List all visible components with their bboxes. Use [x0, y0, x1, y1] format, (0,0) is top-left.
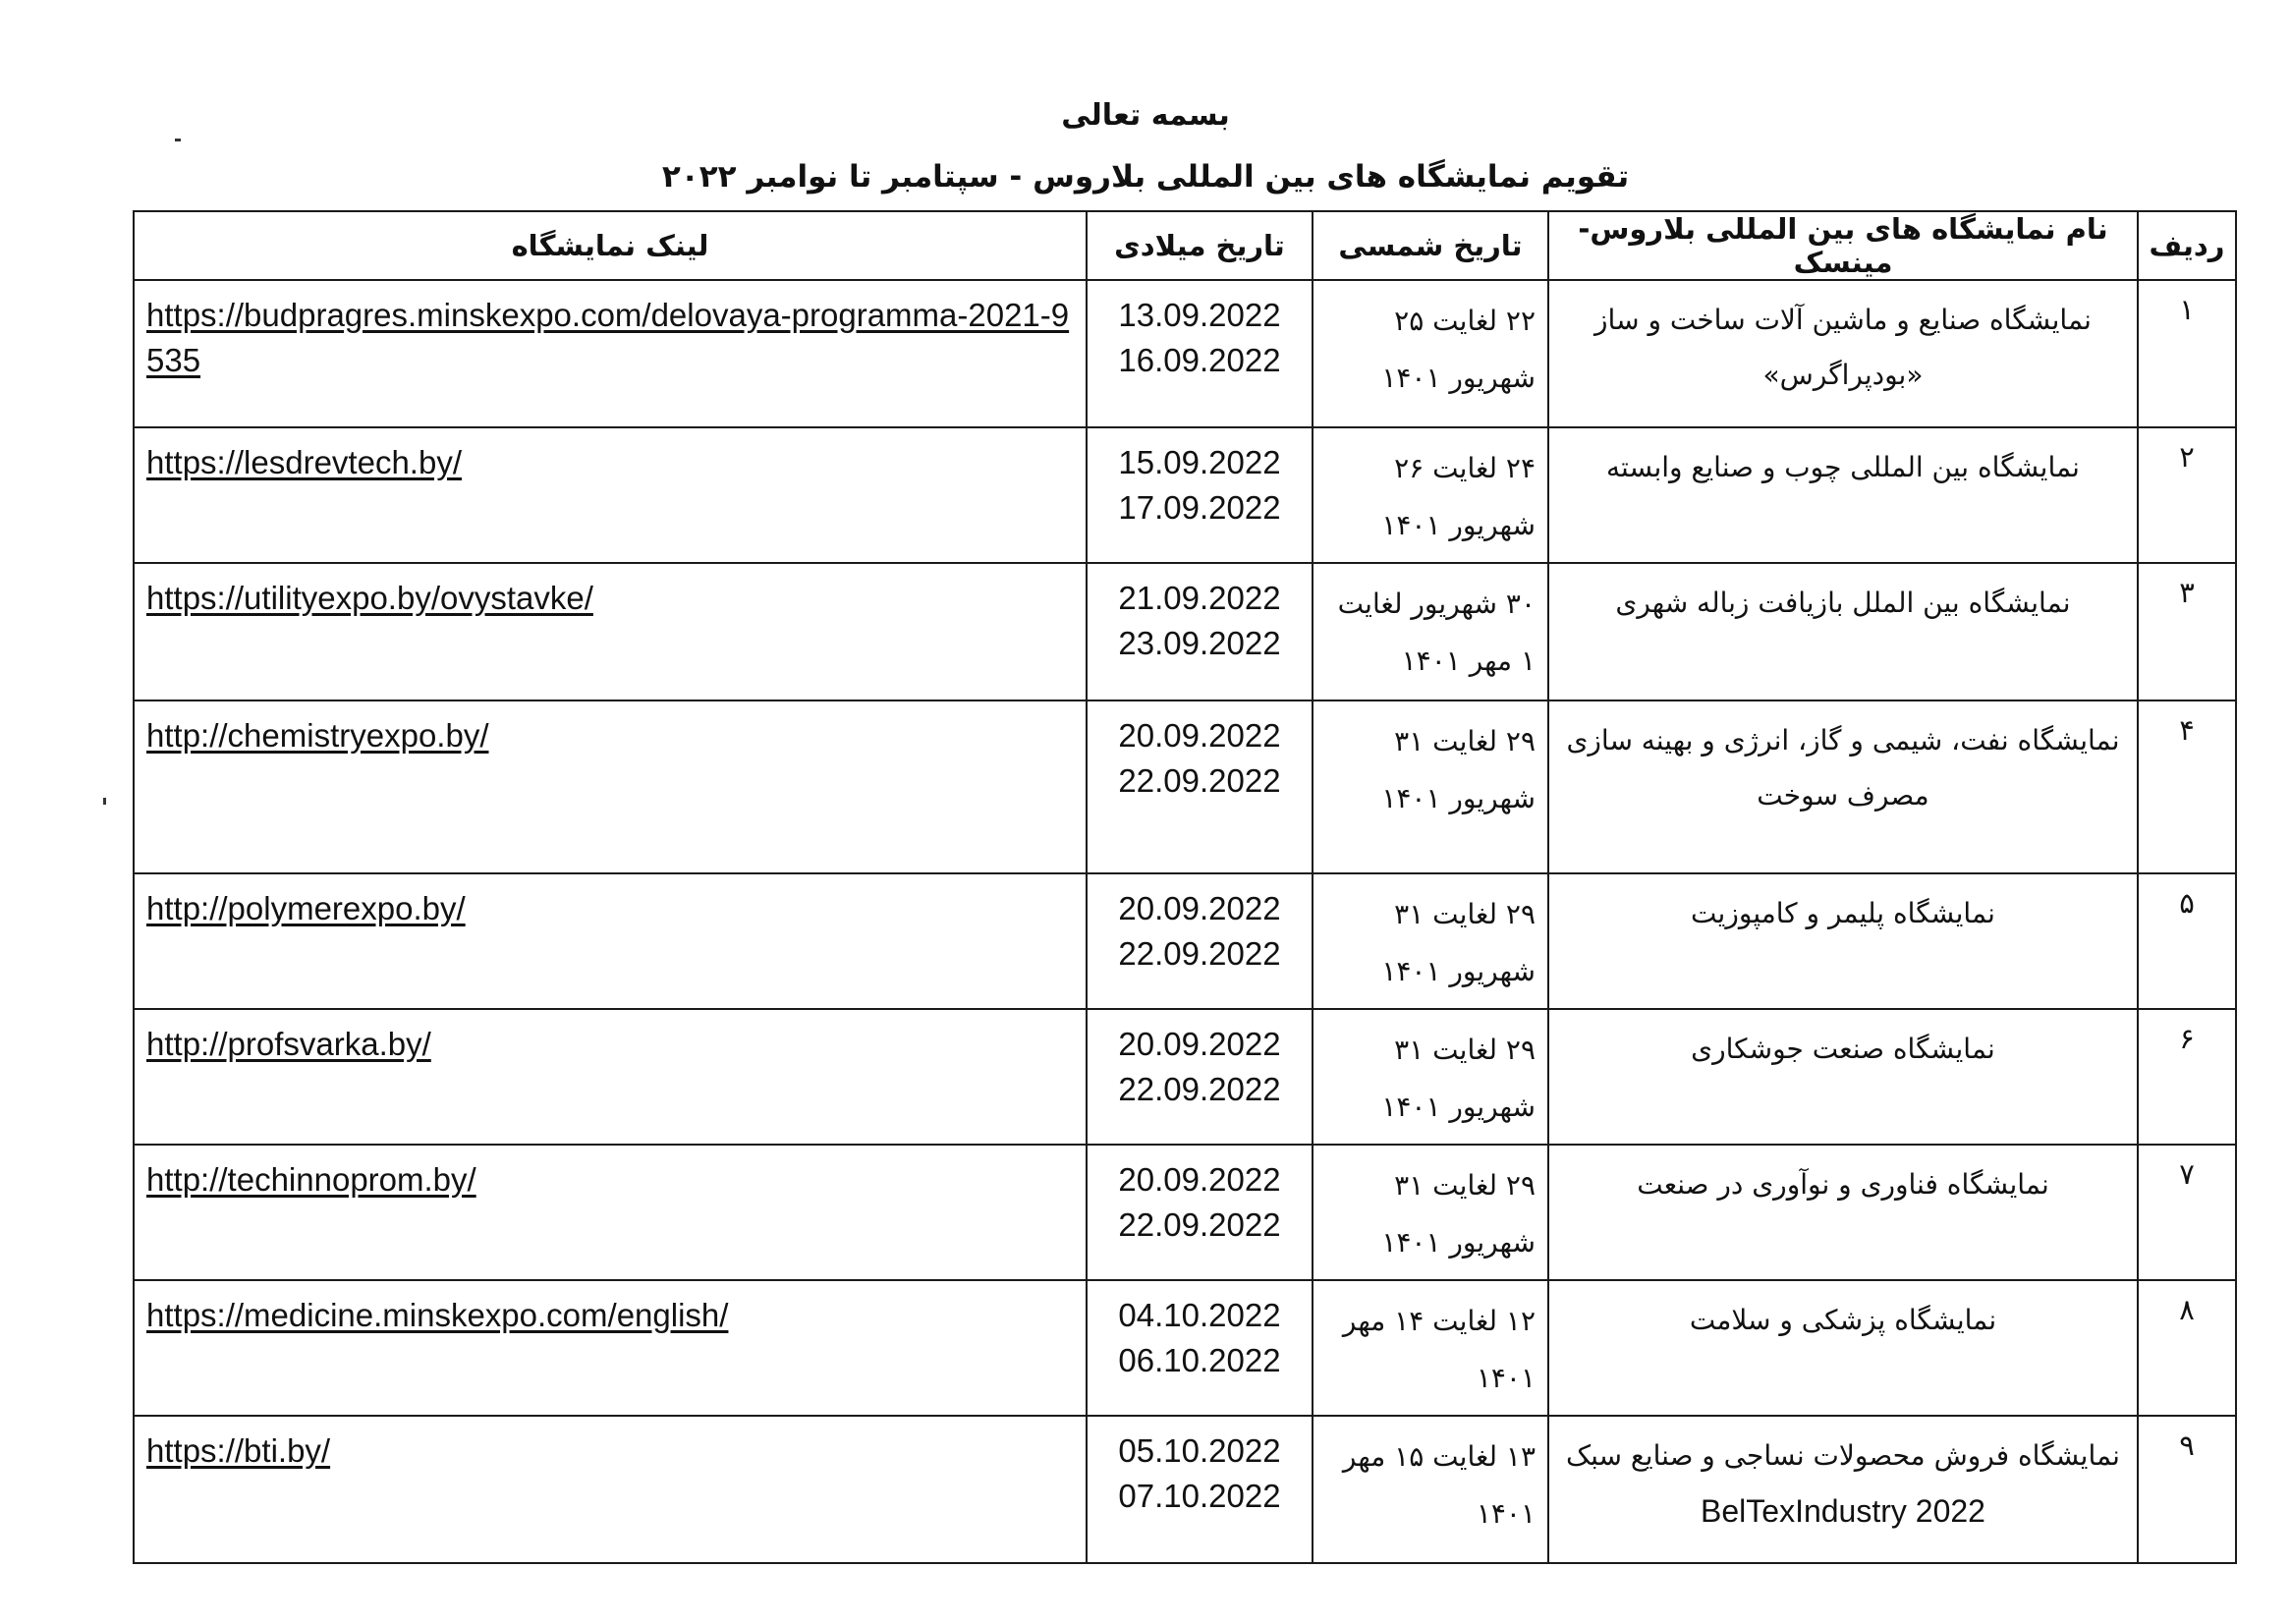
exhibition-name-line1: نمایشگاه فروش محصولات نساجی و صنایع سبک — [1566, 1439, 2120, 1472]
exhibition-name — [1548, 427, 2138, 563]
exhibition-link[interactable]: http://profsvarka.by/ — [146, 1026, 431, 1062]
end-date: 22.09.2022 — [1118, 762, 1281, 799]
shamsi-date-line2: شهریور ۱۴۰۱ — [1381, 509, 1536, 541]
link-cell — [134, 700, 1087, 873]
shamsi-date-line2: ۱ مهر ۱۴۰۱ — [1401, 644, 1536, 677]
start-date: 21.09.2022 — [1118, 580, 1281, 616]
exhibition-link[interactable]: https://budpragres.minskexpo.com/delovaya-programma-2021-9535 — [146, 297, 1070, 378]
gregorian-date — [1087, 427, 1313, 563]
shamsi-date-line2: ۱۴۰۱ — [1476, 1497, 1536, 1530]
document-title: تقویم نمایشگاه های بین المللی بلاروس - سپتامبر تا نوامبر ۲۰۲۲ — [661, 159, 1630, 195]
shamsi-date-line2: شهریور ۱۴۰۱ — [1381, 782, 1536, 814]
gregorian-date — [1087, 873, 1313, 1009]
link-cell — [134, 1009, 1087, 1145]
start-date: 13.09.2022 — [1118, 297, 1281, 333]
start-date: 20.09.2022 — [1118, 1026, 1281, 1062]
shamsi-date — [1313, 427, 1548, 563]
exhibition-link[interactable]: https://lesdrevtech.by/ — [146, 444, 462, 480]
header-shamsi-date: تاریخ شمسی — [1313, 211, 1548, 280]
shamsi-date-line1: ۲۲ لغایت ۲۵ — [1394, 305, 1536, 337]
shamsi-date-line1: ۲۹ لغایت ۳۱ — [1394, 1034, 1536, 1066]
shamsi-date-line1: ۱۳ لغایت ۱۵ مهر — [1342, 1440, 1536, 1473]
shamsi-date-line2: شهریور ۱۴۰۱ — [1381, 955, 1536, 987]
shamsi-date-line2: شهریور ۱۴۰۱ — [1381, 362, 1536, 394]
exhibition-name-line1: نمایشگاه پزشکی و سلامت — [1689, 1304, 1997, 1336]
gregorian-date — [1087, 563, 1313, 700]
table-row — [134, 1416, 2236, 1563]
shamsi-date-line1: ۳۰ شهریور لغایت — [1337, 588, 1536, 620]
basmala-heading: بسمه تعالی — [1061, 98, 1230, 133]
exhibition-link[interactable]: http://polymerexpo.by/ — [146, 890, 466, 926]
shamsi-date-line1: ۱۲ لغایت ۱۴ مهر — [1342, 1305, 1536, 1337]
gregorian-date — [1087, 1280, 1313, 1416]
shamsi-date-line2: شهریور ۱۴۰۱ — [1381, 1226, 1536, 1259]
exhibition-link[interactable]: http://chemistryexpo.by/ — [146, 717, 489, 754]
row-index: ۱ — [2138, 280, 2236, 427]
row-index: ۵ — [2138, 873, 2236, 1009]
shamsi-date-line1: ۲۴ لغایت ۲۶ — [1394, 452, 1536, 484]
end-date: 23.09.2022 — [1118, 625, 1281, 661]
exhibition-name-line2: BelTexIndustry 2022 — [1701, 1493, 1985, 1529]
gregorian-date — [1087, 1416, 1313, 1563]
exhibition-name-line1: نمایشگاه صنعت جوشکاری — [1691, 1033, 1995, 1065]
shamsi-date-line1: ۲۹ لغایت ۳۱ — [1394, 1169, 1536, 1202]
link-cell — [134, 1145, 1087, 1280]
header-link: لینک نمایشگاه — [134, 211, 1087, 280]
row-index: ۹ — [2138, 1416, 2236, 1563]
end-date: 07.10.2022 — [1118, 1478, 1281, 1514]
end-date: 17.09.2022 — [1118, 489, 1281, 526]
start-date: 05.10.2022 — [1118, 1432, 1281, 1469]
shamsi-date-line2: ۱۴۰۱ — [1476, 1362, 1536, 1394]
exhibition-table — [133, 210, 2237, 1564]
end-date: 16.09.2022 — [1118, 342, 1281, 378]
link-cell — [134, 280, 1087, 427]
end-date: 22.09.2022 — [1118, 1206, 1281, 1243]
exhibition-name — [1548, 280, 2138, 427]
scan-mark — [175, 139, 181, 141]
end-date: 22.09.2022 — [1118, 935, 1281, 972]
shamsi-date-line1: ۲۹ لغایت ۳۱ — [1394, 898, 1536, 930]
shamsi-date-line2: شهریور ۱۴۰۱ — [1381, 1091, 1536, 1123]
start-date: 20.09.2022 — [1118, 1161, 1281, 1198]
table-row — [134, 563, 2236, 700]
exhibition-link[interactable]: https://utilityexpo.by/ovystavke/ — [146, 580, 593, 616]
exhibition-name-line1: نمایشگاه فناوری و نوآوری در صنعت — [1637, 1168, 2049, 1201]
exhibition-name — [1548, 700, 2138, 873]
exhibition-name-line1: نمایشگاه صنایع و ماشین آلات ساخت و ساز — [1594, 304, 2092, 336]
link-cell — [134, 427, 1087, 563]
exhibition-name-line2: «بودپراگرس» — [1762, 359, 1924, 391]
header-gregorian-date: تاریخ میلادی — [1087, 211, 1313, 280]
start-date: 20.09.2022 — [1118, 717, 1281, 754]
exhibition-name — [1548, 1145, 2138, 1280]
gregorian-date — [1087, 280, 1313, 427]
start-date: 15.09.2022 — [1118, 444, 1281, 480]
gregorian-date — [1087, 700, 1313, 873]
table-row — [134, 280, 2236, 427]
exhibition-name — [1548, 563, 2138, 700]
row-index: ۳ — [2138, 563, 2236, 700]
exhibition-name-line1: نمایشگاه بین الملل بازیافت زباله شهری — [1615, 587, 2071, 619]
table-row — [134, 427, 2236, 563]
shamsi-date — [1313, 1009, 1548, 1145]
link-cell — [134, 873, 1087, 1009]
exhibition-name-line1: نمایشگاه بین المللی چوب و صنایع وابسته — [1606, 451, 2080, 483]
row-index: ۴ — [2138, 700, 2236, 873]
start-date: 04.10.2022 — [1118, 1297, 1281, 1333]
header-name: نام نمایشگاه های بین المللی بلاروس-مینسک — [1548, 211, 2138, 280]
exhibition-name — [1548, 1009, 2138, 1145]
exhibition-link[interactable]: http://techinnoprom.by/ — [146, 1161, 476, 1198]
row-index: ۸ — [2138, 1280, 2236, 1416]
exhibition-link[interactable]: https://medicine.minskexpo.com/english/ — [146, 1297, 729, 1333]
table-header-row — [134, 211, 2236, 280]
exhibition-name — [1548, 1416, 2138, 1563]
row-index: ۲ — [2138, 427, 2236, 563]
exhibition-name-line1: نمایشگاه پلیمر و کامپوزیت — [1691, 897, 1995, 929]
link-cell — [134, 563, 1087, 700]
shamsi-date-line1: ۲۹ لغایت ۳۱ — [1394, 725, 1536, 757]
shamsi-date — [1313, 700, 1548, 873]
end-date: 22.09.2022 — [1118, 1071, 1281, 1107]
end-date: 06.10.2022 — [1118, 1342, 1281, 1378]
link-cell — [134, 1416, 1087, 1563]
table-row — [134, 1145, 2236, 1280]
start-date: 20.09.2022 — [1118, 890, 1281, 926]
shamsi-date — [1313, 280, 1548, 427]
gregorian-date — [1087, 1145, 1313, 1280]
exhibition-name-line1: نمایشگاه نفت، شیمی و گاز، انرژی و بهینه سازی — [1566, 724, 2120, 756]
table-row — [134, 1009, 2236, 1145]
exhibition-name — [1548, 873, 2138, 1009]
row-index: ۷ — [2138, 1145, 2236, 1280]
shamsi-date — [1313, 1280, 1548, 1416]
link-cell — [134, 1280, 1087, 1416]
row-index: ۶ — [2138, 1009, 2236, 1145]
shamsi-date — [1313, 1145, 1548, 1280]
exhibition-name-line2: مصرف سوخت — [1757, 779, 1929, 812]
shamsi-date — [1313, 873, 1548, 1009]
table-row — [134, 873, 2236, 1009]
exhibition-name — [1548, 1280, 2138, 1416]
table-row — [134, 700, 2236, 873]
table-row — [134, 1280, 2236, 1416]
exhibition-link[interactable]: https://bti.by/ — [146, 1432, 331, 1469]
shamsi-date — [1313, 1416, 1548, 1563]
scan-mark — [103, 798, 106, 805]
header-index: ردیف — [2138, 211, 2236, 280]
shamsi-date — [1313, 563, 1548, 700]
gregorian-date — [1087, 1009, 1313, 1145]
